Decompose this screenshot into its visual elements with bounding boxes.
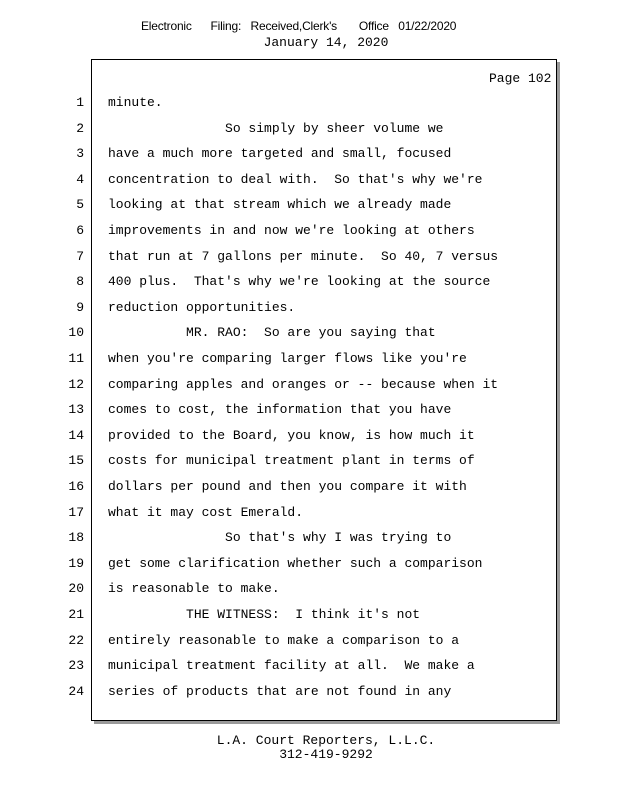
transcript-line <box>0 479 560 499</box>
line-number: 23 <box>68 658 84 674</box>
court-reporter-firm: L.A. Court Reporters, L.L.C. <box>216 733 436 748</box>
transcript-line <box>0 300 560 320</box>
line-text: costs for municipal treatment plant in terms of <box>108 453 475 469</box>
transcript-line <box>0 223 560 243</box>
line-number: 22 <box>68 632 84 648</box>
line-number: 17 <box>68 504 84 520</box>
transcript-line <box>0 249 560 269</box>
transcript-line <box>0 197 560 217</box>
line-number: 9 <box>76 299 84 315</box>
line-text: THE WITNESS: I think it's not <box>108 607 421 622</box>
line-number: 8 <box>76 274 84 290</box>
hearing-date: January 14, 2020 <box>263 35 389 50</box>
transcript-line <box>0 172 560 192</box>
line-text: municipal treatment facility at all. We make a <box>108 658 475 674</box>
line-text: concentration to deal with. So that's why we're <box>108 171 483 187</box>
line-text: 400 plus. That's why we're looking at the source <box>108 274 491 290</box>
transcript-line <box>0 530 560 550</box>
line-text: get some clarification whether such a comparison <box>108 555 483 571</box>
line-text: improvements in and now we're looking at others <box>108 223 475 238</box>
line-text: MR. RAO: So are you saying that <box>108 325 436 341</box>
line-number: 16 <box>68 479 84 494</box>
line-text: minute. <box>108 95 163 110</box>
line-text: entirely reasonable to make a comparison to a <box>108 632 460 648</box>
transcript-line <box>0 351 560 371</box>
line-text: comparing apples and oranges or -- because when it <box>108 376 499 392</box>
line-text: So simply by sheer volume we <box>108 120 444 136</box>
line-number: 1 <box>76 95 84 110</box>
line-number: 6 <box>76 223 84 238</box>
line-number: 21 <box>68 607 84 622</box>
line-text: looking at that stream which we already made <box>108 197 452 213</box>
transcript-line <box>0 633 560 653</box>
transcript-line <box>0 146 560 166</box>
transcript-line <box>0 274 560 294</box>
line-number: 7 <box>76 248 84 264</box>
court-reporter-phone: 312-419-9292 <box>279 747 373 762</box>
transcript-line <box>0 556 560 576</box>
line-number: 19 <box>68 555 84 571</box>
transcript-line <box>0 377 560 397</box>
line-number: 24 <box>68 683 84 699</box>
transcript-line <box>0 402 560 422</box>
transcript-line <box>0 95 560 115</box>
transcript-line <box>0 505 560 525</box>
transcript-line <box>0 428 560 448</box>
transcript-line <box>0 121 560 141</box>
transcript-line <box>0 658 560 678</box>
transcript-line <box>0 453 560 473</box>
line-number: 12 <box>68 376 84 392</box>
line-number: 3 <box>76 146 84 162</box>
line-text: have a much more targeted and small, focused <box>108 146 452 162</box>
filing-stamp: Electronic Filing: Received,Clerk's Office 01/22/2020 <box>141 19 457 33</box>
line-text: comes to cost, the information that you have <box>108 402 452 418</box>
line-number: 2 <box>76 120 84 136</box>
transcript-line <box>0 684 560 704</box>
line-text: reduction opportunities. <box>108 299 296 315</box>
transcript-line <box>0 581 560 601</box>
line-text: that run at 7 gallons per minute. So 40, 7 versus <box>108 248 499 264</box>
line-number: 14 <box>68 427 84 443</box>
line-number: 11 <box>68 351 84 366</box>
line-text: provided to the Board, you know, is how much it <box>108 427 475 443</box>
line-number: 10 <box>68 325 84 341</box>
line-number: 5 <box>76 197 84 213</box>
line-number: 15 <box>68 453 84 469</box>
page-number: Page 102 <box>489 71 552 86</box>
line-number: 18 <box>68 530 84 546</box>
line-text: is reasonable to make. <box>108 581 280 597</box>
line-number: 4 <box>76 171 84 187</box>
line-text: when you're comparing larger flows like you're <box>108 351 467 366</box>
line-number: 20 <box>68 581 84 597</box>
line-text: dollars per pound and then you compare it with <box>108 479 467 494</box>
line-number: 13 <box>68 402 84 418</box>
transcript-line <box>0 607 560 627</box>
line-text: what it may cost Emerald. <box>108 504 304 520</box>
line-text: series of products that are not found in any <box>108 683 452 699</box>
transcript-line <box>0 325 560 345</box>
line-text: So that's why I was trying to <box>108 530 452 546</box>
